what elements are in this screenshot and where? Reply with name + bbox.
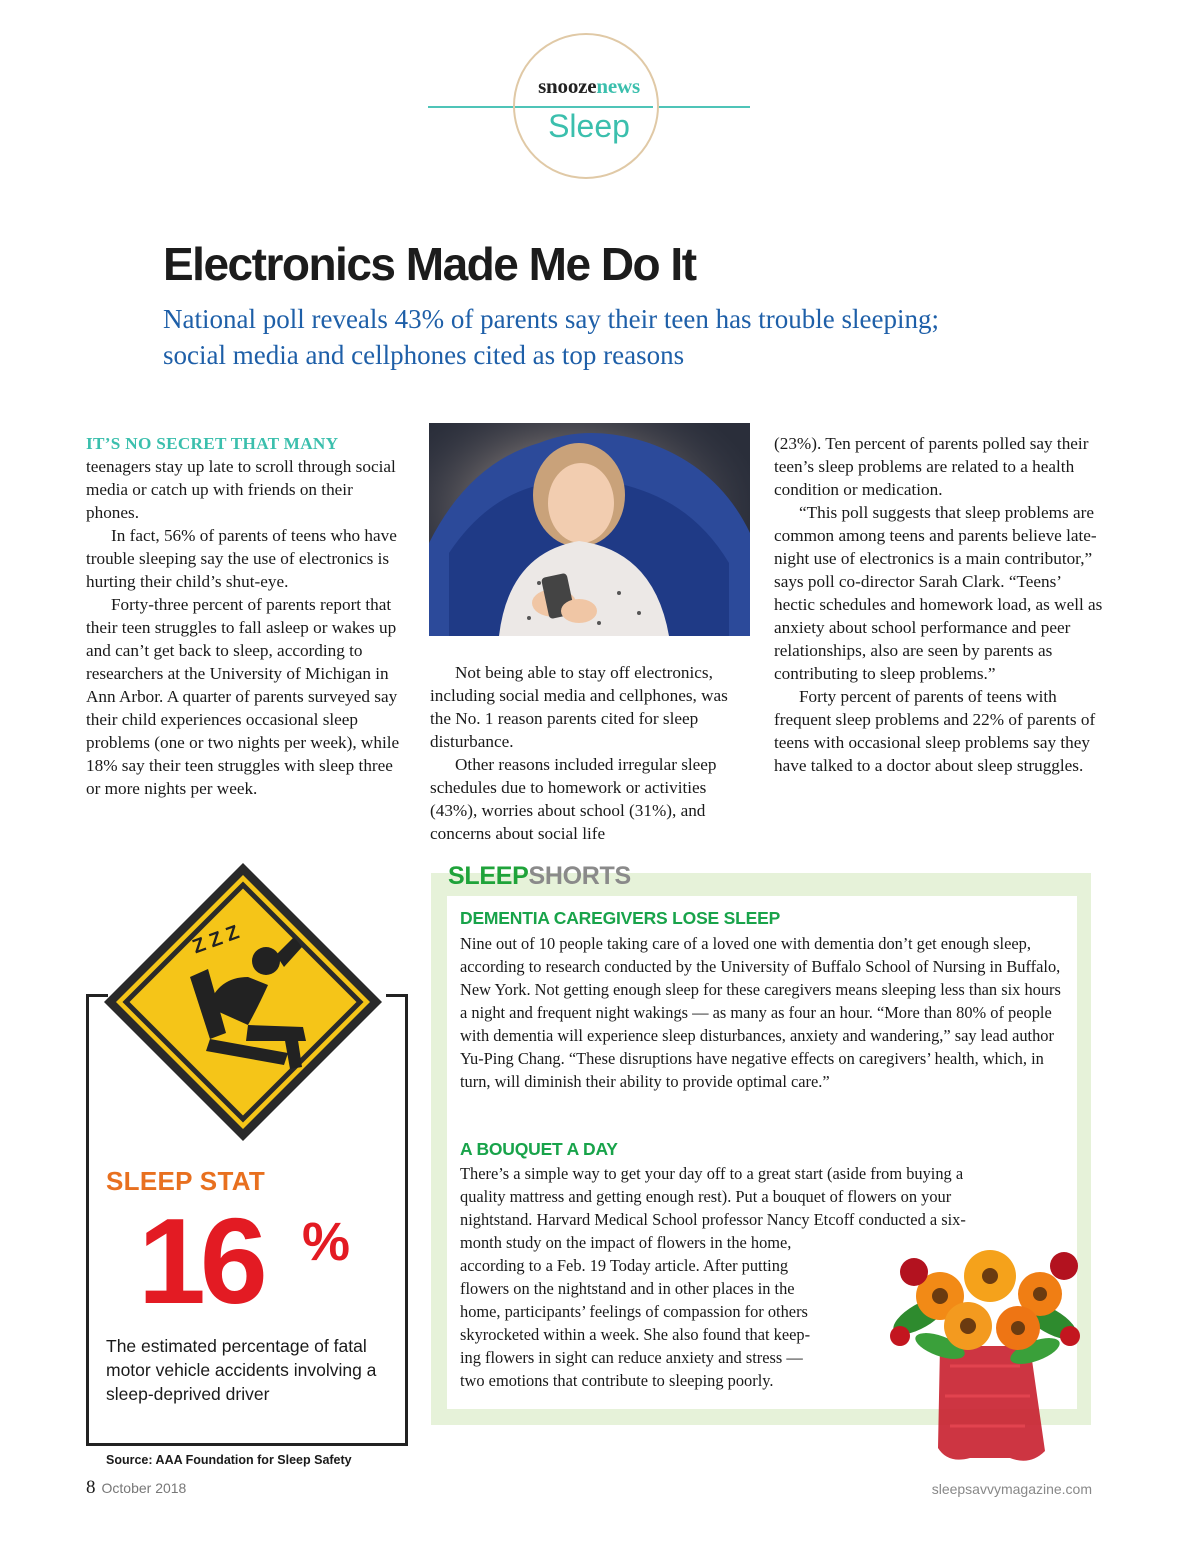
- article-deck: National poll reveals 43% of parents say their teen has trouble sleeping; social media and cellphones cited as top reasons: [163, 304, 940, 370]
- sleep-shorts-title-part-1: SLEEP: [448, 862, 529, 890]
- drowsy-driver-warning-sign-icon: [98, 857, 388, 1147]
- short-text-line: ing flowers in sight can reduce anxiety and stress —: [460, 1348, 803, 1367]
- paragraph: Not being able to stay off electronics, including social media and cellphones, was the No. 1 reason parents cited for sleep disturbance.: [430, 663, 728, 751]
- paragraph: In fact, 56% of parents of teens who have trouble sleeping say the use of electronics is hurting their child’s shut-eye.: [86, 526, 397, 591]
- paragraph: Forty percent of parents of teens with frequent sleep problems and 22% of parents of teens with occasional sleep problems say they have talked to a doctor about sleep struggles.: [774, 687, 1096, 775]
- short-text-line: There’s a simple way to get your day off to a great start (aside from buying a: [460, 1164, 964, 1183]
- sleep-shorts-title-part-2: SHORTS: [528, 862, 631, 890]
- sleep-stat-source: Source: AAA Foundation for Sleep Safety: [106, 1453, 352, 1467]
- brand-part-2: news: [596, 74, 640, 98]
- brand-logo: [428, 74, 750, 99]
- short-text-line: two emotions that contribute to sleeping poorly.: [460, 1371, 774, 1390]
- paragraph: (23%). Ten percent of parents polled say their teen’s sleep problems are related to a health condition or medication.: [774, 434, 1089, 499]
- sign-zzz: Z Z Z: [189, 921, 243, 959]
- paragraph: Other reasons included irregular sleep schedules due to homework or activities (43%), worries about school (31%), and concerns about social life: [430, 755, 717, 843]
- website-url: sleepsavvymagazine.com: [931, 1481, 1092, 1497]
- brand-part-1: snooze: [538, 74, 597, 98]
- paragraph: teenagers stay up late to scroll through social media or catch up with friends on their phones.: [86, 457, 396, 522]
- sleep-stat-unit: %: [302, 1212, 351, 1272]
- short-text: Nine out of 10 people taking care of a loved one with dementia don’t get enough sleep, according to research conducted by the University of Buffalo School of Nursing in Buffalo, New York. Not getting enough sleep for these caregivers means sleeping less than six hours a night and frequent night wakings — as many as four an hour. “More than 80% of people with dementia will experience sleep disturbances, anxiety and wandering,” say lead author Yu-Ping Chang. “These disruptions have negative effects on caregivers’ health, which, in turn, will diminish their ability to provide optimal care.”: [460, 934, 1061, 1091]
- short-text-line: nightstand. Harvard Medical School professor Nancy Etcoff conducted a six-: [460, 1210, 966, 1229]
- page-number: 8: [86, 1477, 96, 1498]
- paragraph: “This poll suggests that sleep problems are common among teens and parents believe late-night use of electronics is a main contributor,” says poll co-director Sarah Clark. “Teens’ hectic schedules and homework load, as well as anxiety about school performance and peer relationships, also are seen by parents as contributing to sleep problems.”: [774, 503, 1103, 683]
- issue-date: October 2018: [101, 1480, 187, 1496]
- short-text-line: month study on the impact of flowers in the home,: [460, 1233, 792, 1252]
- short-text-line: home, participants’ feelings of compassion for others: [460, 1302, 808, 1321]
- article-headline: Electronics Made Me Do It: [163, 238, 696, 290]
- sleep-stat-number: 16: [138, 1193, 262, 1329]
- short-text-line: according to a Feb. 19 Today article. After putting: [460, 1256, 789, 1275]
- lead-in: IT’S NO SECRET THAT MANY: [86, 434, 339, 453]
- short-text-line: flowers on the nightstand and in other places in the: [460, 1279, 795, 1298]
- teen-with-phone-photo: [429, 423, 750, 636]
- flower-bouquet-photo: [880, 1236, 1090, 1468]
- section-title: Sleep: [548, 108, 630, 144]
- sleep-shorts-title: [448, 862, 631, 891]
- article-column-1: [86, 432, 408, 800]
- page-footer-left: [86, 1477, 186, 1499]
- short-heading: DEMENTIA CAREGIVERS LOSE SLEEP: [460, 908, 781, 928]
- short-text-line: quality mattress and getting enough rest). Put a bouquet of flowers on your: [460, 1187, 952, 1206]
- paragraph: Forty-three percent of parents report that their teen struggles to fall asleep or wakes up and can’t get back to sleep, according to researchers at the University of Michigan in Ann Arbor. A quarter of parents surveyed say their child experiences occasional sleep problems (one or two nights per week), while 18% say their teen struggles with sleep three or more nights per week.: [86, 595, 400, 798]
- article-column-2: [430, 661, 752, 845]
- sleep-stat-label: SLEEP STAT: [106, 1166, 266, 1196]
- short-text-line: skyrocketed within a week. She also found that keep-: [460, 1325, 811, 1344]
- sleep-stat-description: The estimated percentage of fatal motor vehicle accidents involving a sleep-deprived driver: [106, 1336, 377, 1404]
- short-heading: A BOUQUET A DAY: [460, 1139, 618, 1159]
- article-column-3: [774, 432, 1104, 777]
